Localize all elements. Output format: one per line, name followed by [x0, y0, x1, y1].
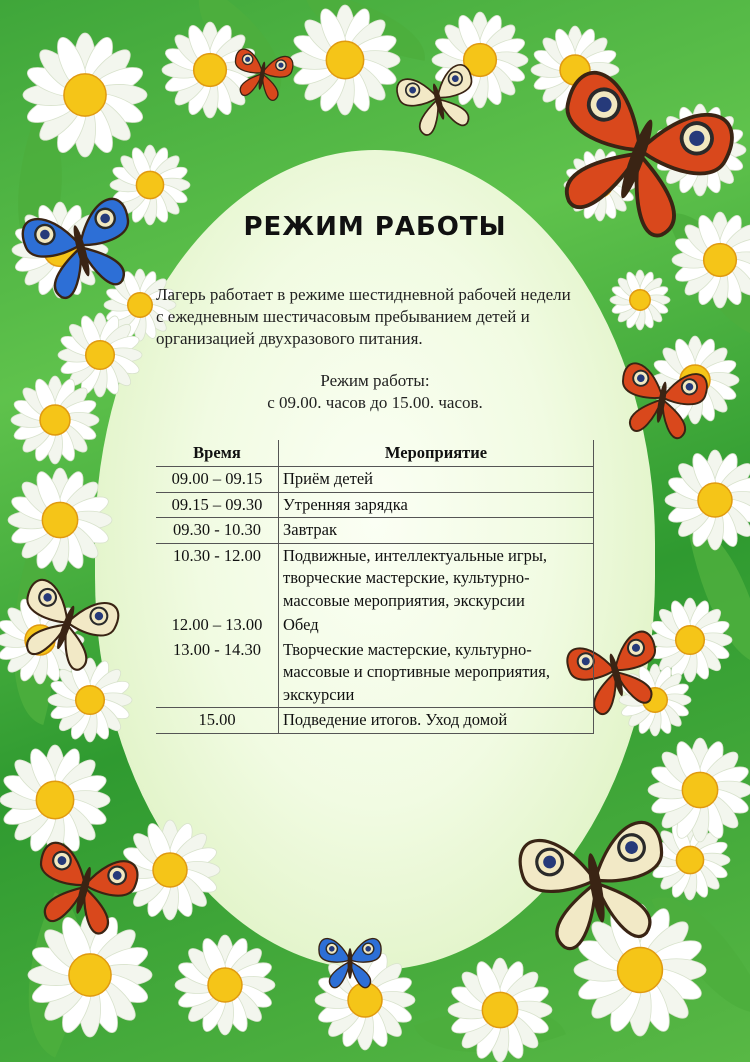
activity-cell: Подведение итогов. Уход домой: [279, 708, 594, 734]
time-cell: 15.00: [156, 708, 279, 734]
activity-cell: Подвижные, интеллектуальные игры, творческие мастерские, культурно-массовые мероприятия, экскурсии: [279, 543, 594, 613]
activity-cell: Завтрак: [279, 518, 594, 544]
work-mode-hours: с 09.00. часов до 15.00. часов.: [267, 393, 483, 412]
intro-line: с ежедневным шестичасовым пребыванием детей и: [156, 307, 530, 326]
activity-cell: Обед: [279, 613, 594, 638]
table-row: [156, 638, 594, 708]
time-cell: 13.00 - 14.30: [156, 638, 279, 708]
intro-line: Лагерь работает в режиме шестидневной рабочей недели: [156, 285, 571, 304]
table-row: [156, 708, 594, 734]
work-mode: [0, 370, 750, 414]
table-row: [156, 492, 594, 518]
intro-paragraph: [156, 284, 636, 350]
page-title: РЕЖИМ РАБОТЫ: [243, 212, 507, 242]
activity-cell: Творческие мастерские, культурно-массовые и спортивные мероприятия, экскурсии: [279, 638, 594, 708]
work-mode-label: Режим работы:: [320, 371, 430, 390]
intro-line: организацией двухразового питания.: [156, 329, 423, 348]
column-header-time: Время: [156, 440, 279, 467]
table-row: [156, 467, 594, 493]
time-cell: 12.00 – 13.00: [156, 613, 279, 638]
time-cell: 09.15 – 09.30: [156, 492, 279, 518]
table-row: [156, 613, 594, 638]
time-cell: 09.00 – 09.15: [156, 467, 279, 493]
schedule-table: [156, 440, 594, 734]
column-header-activity: Мероприятие: [279, 440, 594, 467]
activity-cell: Приём детей: [279, 467, 594, 493]
time-cell: 09.30 - 10.30: [156, 518, 279, 544]
table-row: [156, 543, 594, 613]
time-cell: 10.30 - 12.00: [156, 543, 279, 613]
schedule-header-row: [156, 440, 594, 467]
activity-cell: Утренняя зарядка: [279, 492, 594, 518]
table-row: [156, 518, 594, 544]
